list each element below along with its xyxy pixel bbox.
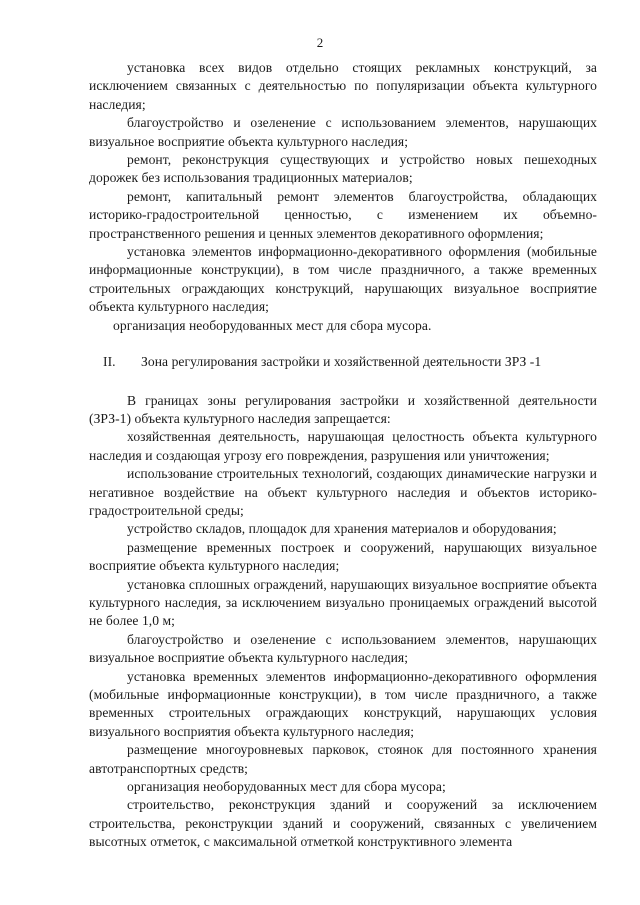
restriction-item: благоустройство и озеленение с использованием элементов, нарушающих визуальное восприятие объекта культурного наследия; — [89, 631, 597, 666]
document-body — [89, 59, 597, 852]
restriction-item: ремонт, реконструкция существующих и устройство новых пешеходных дорожек без использования традиционных материалов; — [89, 152, 597, 186]
restriction-item: ремонт, капитальный ремонт элементов благоустройства, обладающих историко-градостроительной ценностью, с изменением их объемно-пространственного решения и ценных элементов декоративного оформления; — [89, 188, 597, 241]
restriction-item: организация необорудованных мест для сбора мусора. — [113, 317, 432, 333]
restriction-item: размещение временных построек и сооружений, нарушающих визуальное восприятие объекта культурного наследия; — [89, 539, 597, 574]
restriction-item: организация необорудованных мест для сбора мусора; — [127, 779, 446, 795]
section-heading — [89, 353, 597, 371]
restriction-item: установка сплошных ограждений, нарушающих визуальное восприятие объекта культурного наследия, за исключением визуально проницаемых ограждений высотой не более 1,0 м; — [89, 576, 597, 629]
restriction-item: установка элементов информационно-декоративного оформления (мобильные информационные конструкции), в том числе праздничного, а также временных строительных ограждающих конструкций, нарушающих визуальное восприятие объекта культурного наследия; — [89, 244, 597, 315]
page-number: 2 — [316, 35, 324, 50]
restriction-item: хозяйственная деятельность, нарушающая целостность объекта культурного наследия и создающая угрозу его повреждения, разрушения или уничтожения; — [89, 429, 597, 463]
section-title: Зона регулирования застройки и хозяйственной деятельности ЗРЗ -1 — [141, 354, 542, 370]
section-number: II. — [103, 354, 116, 370]
restriction-item: устройство складов, площадок для хранения материалов и оборудования; — [127, 521, 557, 537]
section-intro: В границах зоны регулирования застройки и хозяйственной деятельности (ЗРЗ-1) объекта культурного наследия запрещается: — [89, 392, 597, 426]
restriction-item: использование строительных технологий, создающих динамические нагрузки и негативное воздействие на объект культурного наследия и объектов историко-градостроительной среды; — [89, 466, 597, 518]
restriction-item: установка всех видов отдельно стоящих рекламных конструкций, за исключением связанных с деятельностью по популяризации объекта культурного наследия; — [89, 60, 597, 112]
restriction-item: установка временных элементов информационно-декоративного оформления (мобильные информационные конструкции), в том числе праздничного, а также временных строительных ограждающих конструкций, нарушающих условия визуального восприятия объекта культурного наследия; — [89, 668, 597, 739]
restriction-item: строительство, реконструкция зданий и сооружений за исключением строительства, реконструкции зданий и сооружений, связанных с увеличением высотных отметок, с максимальной отметкой конструктивного элемента — [89, 797, 597, 850]
restriction-item: размещение многоуровневых парковок, стоянок для постоянного хранения автотранспортных средств; — [89, 742, 597, 776]
restriction-item: благоустройство и озеленение с использованием элементов, нарушающих визуальное восприятие объекта культурного наследия; — [89, 115, 597, 149]
